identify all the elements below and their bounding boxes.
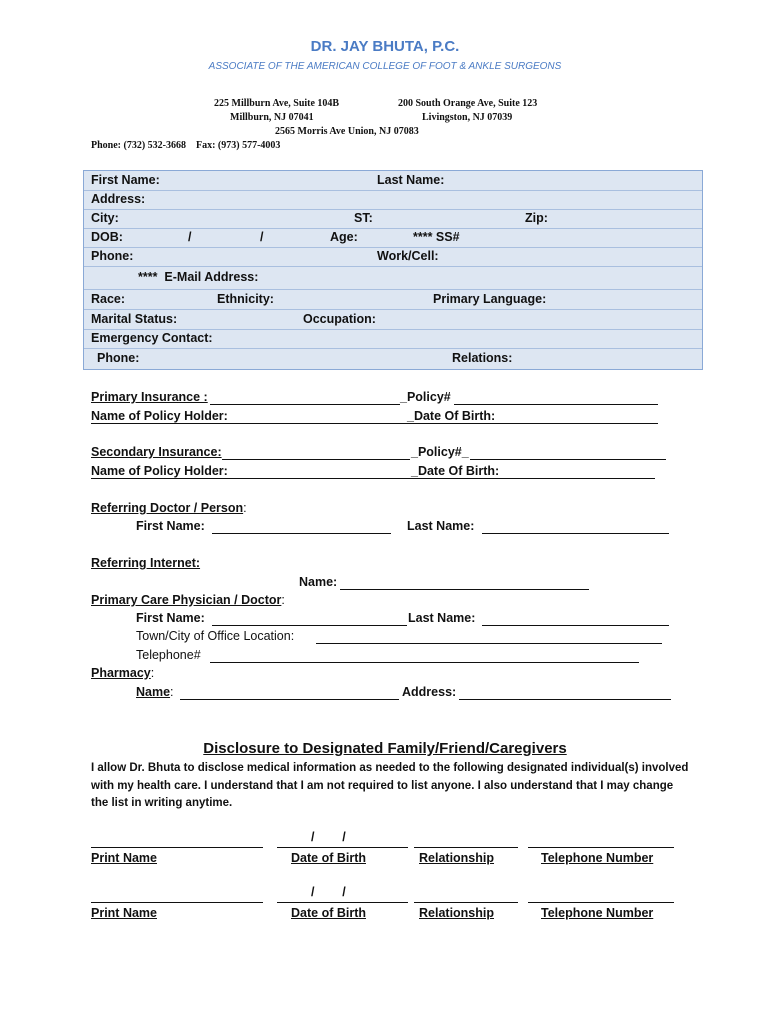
referring-internet-name-line[interactable] [340,589,589,590]
relationship-line-1[interactable] [414,847,518,848]
referring-doctor-heading [91,501,247,515]
primary-holder-line[interactable] [91,423,658,424]
referring-doctor-label: Referring Doctor / Person [91,501,244,515]
secondary-insurance-label: Secondary Insurance: [91,445,222,459]
marital-status-label: Marital Status: [91,312,178,326]
print-name-label-1: Print Name [91,851,157,865]
phone-fax: Phone: (732) 532-3668 Fax: (973) 577-4003 [91,140,281,151]
print-name-line-1[interactable] [91,847,263,848]
pharmacy-colon: : [150,666,155,680]
disclosure-text: I allow Dr. Bhuta to disclose medical information as needed to the following designated individual(s) involved with my health care. I understand that I am not required to list anyone. I also understand that I may change the list in writing anytime. [91,762,689,809]
pcp-last-name-line[interactable] [482,625,669,626]
primary-policy-line[interactable] [454,404,658,405]
pcp-colon: : [281,593,285,607]
state-label: ST: [354,211,373,225]
referring-internet-name-label: Name: [299,575,338,589]
telephone-line-2[interactable] [528,902,674,903]
pharmacy-address-label: Address: [402,685,457,699]
practice-subtitle: ASSOCIATE OF THE AMERICAN COLLEGE OF FOOT & ANKLE SURGEONS [208,61,562,72]
first-name-label: First Name: [91,173,160,187]
secondary-holder-label: Name of Policy Holder: [91,464,228,478]
dob-slashes-1: / / [311,830,346,844]
primary-insurance-label: Primary Insurance : [91,390,208,404]
secondary-holder-line[interactable] [91,478,655,479]
pharmacy-name-heading [136,685,174,699]
secondary-insurance-line[interactable] [222,459,410,460]
phone-label: Phone: [91,249,134,263]
referring-last-name-line[interactable] [482,533,669,534]
pcp-first-name-label: First Name: [136,611,205,625]
referring-last-name-label: Last Name: [407,519,475,533]
grid-row-dob [84,228,702,248]
patient-info-grid [83,170,703,370]
work-cell-label: Work/Cell: [377,249,439,263]
emergency-contact-label: Emergency Contact: [91,331,213,345]
dob-line-2[interactable] [277,902,408,903]
ethnicity-label: Ethnicity: [217,292,274,306]
pcp-heading [91,593,285,607]
secondary-policy-label: _Policy#_ [411,445,469,459]
dob-slashes-2: / / [311,885,346,899]
practice-title: DR. JAY BHUTA, P.C. [310,38,460,55]
ss-label: **** SS# [413,230,460,244]
office2-line2: Livingston, NJ 07039 [422,112,513,123]
relations-label: Relations: [452,351,513,365]
pcp-first-name-line[interactable] [212,625,407,626]
date-of-birth-label-1: Date of Birth [291,851,366,865]
pharmacy-heading [91,666,154,680]
pcp-telephone-line[interactable] [210,662,639,663]
secondary-policy-line[interactable] [470,459,666,460]
grid-row-marital [84,309,702,330]
dob-line-1[interactable] [277,847,408,848]
pharmacy-name-line[interactable] [180,699,399,700]
print-name-line-2[interactable] [91,902,263,903]
email-label: **** E-Mail Address: [138,270,259,284]
pcp-town-line[interactable] [316,643,662,644]
grid-row-email [84,266,702,290]
office3-address: 2565 Morris Ave Union, NJ 07083 [275,126,419,137]
pharmacy-name-label: Name [136,685,171,699]
primary-insurance-line[interactable] [210,404,400,405]
pcp-label: Primary Care Physician / Doctor [91,593,282,607]
grid-row-address [84,190,702,210]
race-label: Race: [91,292,126,306]
address-label: Address: [91,192,146,206]
zip-label: Zip: [525,211,548,225]
disclosure-title: Disclosure to Designated Family/Friend/Caregivers [203,740,567,757]
primary-dob-label: _Date Of Birth: [407,409,496,423]
pcp-last-name-label: Last Name: [408,611,476,625]
pcp-town-label: Town/City of Office Location: [136,629,295,643]
pharmacy-label: Pharmacy [91,666,151,680]
primary-language-label: Primary Language: [433,292,547,306]
referring-first-name-line[interactable] [212,533,391,534]
office2-line1: 200 South Orange Ave, Suite 123 [398,98,538,109]
grid-row-emergency [84,329,702,349]
grid-row-city [84,209,702,229]
pharmacy-name-colon: : [170,685,174,699]
grid-row-phone [84,247,702,267]
age-label: Age: [330,230,358,244]
referring-first-name-label: First Name: [136,519,205,533]
last-name-label: Last Name: [377,173,445,187]
grid-row-race [84,289,702,310]
pcp-telephone-label: Telephone# [136,648,201,662]
referring-internet-label: Referring Internet: [91,556,201,570]
dob-slash-2: / [260,230,264,244]
occupation-label: Occupation: [303,312,376,326]
dob-slash-1: / [188,230,192,244]
relationship-label-2: Relationship [419,906,495,920]
print-name-label-2: Print Name [91,906,157,920]
office1-line2: Millburn, NJ 07041 [230,112,314,123]
city-label: City: [91,211,119,225]
telephone-label-2: Telephone Number [541,906,654,920]
secondary-dob-label: _Date Of Birth: [411,464,500,478]
primary-policy-label: _Policy# [400,390,451,404]
ec-phone-label: Phone: [97,351,140,365]
primary-holder-label: Name of Policy Holder: [91,409,228,423]
relationship-label-1: Relationship [419,851,495,865]
dob-label: DOB: [91,230,123,244]
office1-line1: 225 Millburn Ave, Suite 104B [214,98,340,109]
date-of-birth-label-2: Date of Birth [291,906,366,920]
grid-row-ec-phone [84,348,702,369]
telephone-label-1: Telephone Number [541,851,654,865]
pharmacy-address-line[interactable] [459,699,671,700]
grid-row-name [84,171,702,191]
telephone-line-1[interactable] [528,847,674,848]
relationship-line-2[interactable] [414,902,518,903]
referring-doctor-colon: : [243,501,247,515]
